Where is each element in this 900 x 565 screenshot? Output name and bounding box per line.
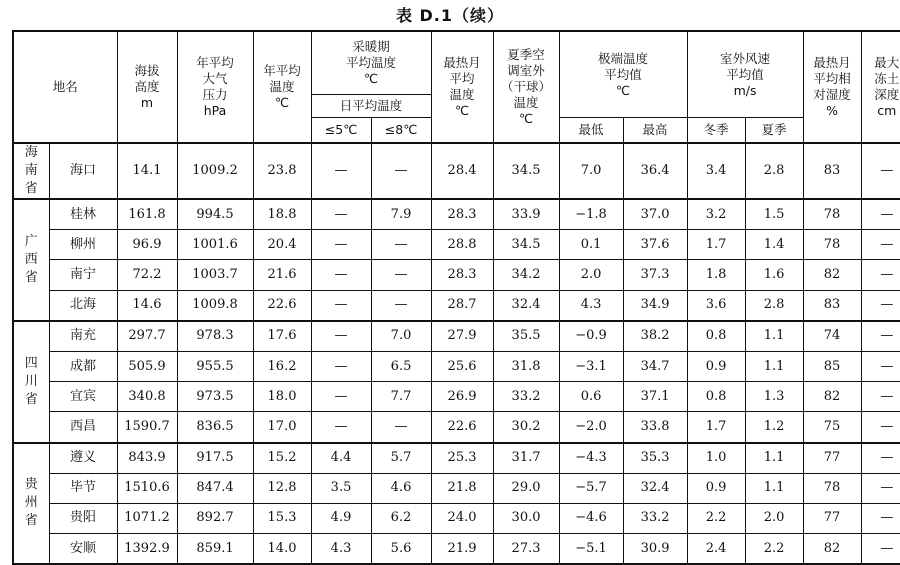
data-cell: — — [311, 260, 371, 290]
table-row — [13, 290, 900, 321]
data-cell: 7.0 — [371, 321, 431, 352]
data-cell: −5.1 — [559, 534, 623, 565]
data-cell: 843.9 — [117, 443, 177, 474]
data-cell: 24.0 — [431, 503, 493, 533]
data-cell: 28.3 — [431, 199, 493, 230]
data-cell: 5.7 — [371, 443, 431, 474]
data-cell: 34.5 — [493, 230, 559, 260]
city-name: 桂林 — [49, 199, 117, 230]
data-cell: — — [861, 321, 900, 352]
header-wind-speed: 室外风速 平均值 m/s — [687, 31, 803, 118]
header-winter: 冬季 — [687, 118, 745, 144]
city-name: 安顺 — [49, 534, 117, 565]
table-body — [13, 143, 900, 564]
data-cell: — — [861, 351, 900, 381]
data-cell: 2.2 — [745, 534, 803, 565]
header-humidity: 最热月 平均相 对湿度 % — [803, 31, 861, 143]
data-cell: 1.6 — [745, 260, 803, 290]
data-cell: 18.8 — [253, 199, 311, 230]
data-cell: 1.2 — [745, 412, 803, 443]
data-cell: 82 — [803, 260, 861, 290]
province-cell — [13, 199, 49, 321]
data-cell: — — [861, 534, 900, 565]
data-cell: 973.5 — [177, 382, 253, 412]
data-cell: 30.9 — [623, 534, 687, 565]
data-cell: 33.8 — [623, 412, 687, 443]
data-cell: 27.3 — [493, 534, 559, 565]
data-cell: 1.5 — [745, 199, 803, 230]
data-cell: — — [861, 473, 900, 503]
data-cell: 0.9 — [687, 351, 745, 381]
data-cell: 78 — [803, 473, 861, 503]
header-frost-depth: 最大 冻土 深度 cm — [861, 31, 900, 143]
data-cell: 25.6 — [431, 351, 493, 381]
data-cell: 28.3 — [431, 260, 493, 290]
table-row — [13, 412, 900, 443]
header-extreme-temp: 极端温度 平均值 ℃ — [559, 31, 687, 118]
data-cell: 4.3 — [559, 290, 623, 321]
data-cell: 74 — [803, 321, 861, 352]
data-cell: 836.5 — [177, 412, 253, 443]
data-cell: 3.2 — [687, 199, 745, 230]
data-cell: 23.8 — [253, 143, 311, 199]
data-cell: — — [371, 260, 431, 290]
header-daily-avg-temp: 日平均温度 — [311, 95, 431, 118]
header-pressure: 年平均 大气 压力 hPa — [177, 31, 253, 143]
data-cell: 2.0 — [745, 503, 803, 533]
data-cell: 2.0 — [559, 260, 623, 290]
table-title: 表 D.1（续） — [395, 6, 505, 25]
province-cell — [13, 321, 49, 443]
data-cell: 22.6 — [431, 412, 493, 443]
data-cell: 0.1 — [559, 230, 623, 260]
data-cell: — — [861, 230, 900, 260]
data-cell: 1009.2 — [177, 143, 253, 199]
data-cell: 21.6 — [253, 260, 311, 290]
data-cell: 1.8 — [687, 260, 745, 290]
header-altitude: 海拔 高度 m — [117, 31, 177, 143]
data-cell: 1009.8 — [177, 290, 253, 321]
data-cell: 34.2 — [493, 260, 559, 290]
data-cell: 82 — [803, 534, 861, 565]
data-cell: — — [311, 230, 371, 260]
data-cell: — — [861, 382, 900, 412]
city-name: 毕节 — [49, 473, 117, 503]
data-cell: 83 — [803, 143, 861, 199]
data-cell: 161.8 — [117, 199, 177, 230]
data-cell: 34.5 — [493, 143, 559, 199]
header-summer-ac-temp: 夏季空 调室外 （干球） 温度 ℃ — [493, 31, 559, 143]
data-cell: 7.0 — [559, 143, 623, 199]
data-cell: 31.8 — [493, 351, 559, 381]
data-cell: 7.7 — [371, 382, 431, 412]
data-cell: 955.5 — [177, 351, 253, 381]
data-cell: −3.1 — [559, 351, 623, 381]
data-cell: — — [861, 290, 900, 321]
city-name: 成都 — [49, 351, 117, 381]
table-row — [13, 503, 900, 533]
data-cell: 1.7 — [687, 412, 745, 443]
data-cell: 33.2 — [493, 382, 559, 412]
table-row — [13, 382, 900, 412]
data-cell: — — [311, 351, 371, 381]
table-row — [13, 143, 900, 199]
data-cell: 85 — [803, 351, 861, 381]
city-name: 南充 — [49, 321, 117, 352]
data-cell: — — [371, 412, 431, 443]
data-cell: 38.2 — [623, 321, 687, 352]
data-cell: 2.8 — [745, 290, 803, 321]
data-cell: −4.3 — [559, 443, 623, 474]
data-cell: — — [371, 230, 431, 260]
data-cell: 1.0 — [687, 443, 745, 474]
table-row — [13, 351, 900, 381]
city-name: 西昌 — [49, 412, 117, 443]
data-cell: — — [311, 290, 371, 321]
data-cell: 21.8 — [431, 473, 493, 503]
table-row — [13, 230, 900, 260]
data-cell: 30.0 — [493, 503, 559, 533]
data-cell: 33.9 — [493, 199, 559, 230]
data-cell: 96.9 — [117, 230, 177, 260]
data-cell: 37.0 — [623, 199, 687, 230]
data-cell: 28.4 — [431, 143, 493, 199]
data-cell: — — [311, 382, 371, 412]
data-cell: 22.6 — [253, 290, 311, 321]
data-cell: — — [861, 443, 900, 474]
city-name: 海口 — [49, 143, 117, 199]
data-cell: 978.3 — [177, 321, 253, 352]
table-row — [13, 534, 900, 565]
data-cell: 297.7 — [117, 321, 177, 352]
data-cell: 82 — [803, 382, 861, 412]
data-cell: 14.1 — [117, 143, 177, 199]
data-cell: 3.5 — [311, 473, 371, 503]
data-cell: 6.2 — [371, 503, 431, 533]
data-cell: 29.0 — [493, 473, 559, 503]
data-cell: — — [861, 503, 900, 533]
header-hottest-month-temp: 最热月 平均 温度 ℃ — [431, 31, 493, 143]
data-cell: 17.6 — [253, 321, 311, 352]
data-cell: 35.5 — [493, 321, 559, 352]
data-cell: 2.4 — [687, 534, 745, 565]
data-cell: — — [861, 199, 900, 230]
data-cell: 4.4 — [311, 443, 371, 474]
header-heating-period: 采暖期 平均温度 ℃ — [311, 31, 431, 95]
data-cell: 7.9 — [371, 199, 431, 230]
province-name: 四川省 — [24, 355, 38, 407]
city-name: 柳州 — [49, 230, 117, 260]
data-cell: 31.7 — [493, 443, 559, 474]
data-cell: 1510.6 — [117, 473, 177, 503]
data-cell: 33.2 — [623, 503, 687, 533]
header-le8: ≤8℃ — [371, 118, 431, 144]
data-cell: 1.3 — [745, 382, 803, 412]
data-cell: 37.6 — [623, 230, 687, 260]
data-cell: 28.7 — [431, 290, 493, 321]
data-cell: 1.1 — [745, 473, 803, 503]
header-le5: ≤5℃ — [311, 118, 371, 144]
data-cell: 340.8 — [117, 382, 177, 412]
data-cell: 0.6 — [559, 382, 623, 412]
city-name: 南宁 — [49, 260, 117, 290]
data-cell: 1.7 — [687, 230, 745, 260]
data-cell: −0.9 — [559, 321, 623, 352]
data-cell: 15.3 — [253, 503, 311, 533]
data-cell: −4.6 — [559, 503, 623, 533]
data-cell: — — [311, 321, 371, 352]
data-cell: 4.3 — [311, 534, 371, 565]
data-cell: 30.2 — [493, 412, 559, 443]
data-cell: 3.6 — [687, 290, 745, 321]
header-annual-temp: 年平均 温度 ℃ — [253, 31, 311, 143]
data-cell: 1.1 — [745, 443, 803, 474]
table-row — [13, 443, 900, 474]
data-cell: 75 — [803, 412, 861, 443]
data-cell: 1003.7 — [177, 260, 253, 290]
data-cell: — — [861, 412, 900, 443]
data-cell: 17.0 — [253, 412, 311, 443]
data-cell: 37.1 — [623, 382, 687, 412]
city-name: 北海 — [49, 290, 117, 321]
climate-table-container — [12, 30, 900, 565]
data-cell: 5.6 — [371, 534, 431, 565]
data-cell: 15.2 — [253, 443, 311, 474]
data-cell: −5.7 — [559, 473, 623, 503]
table-row — [13, 473, 900, 503]
climate-data-table — [12, 30, 900, 565]
data-cell: 859.1 — [177, 534, 253, 565]
data-cell: 0.8 — [687, 382, 745, 412]
data-cell: 1392.9 — [117, 534, 177, 565]
province-name: 贵州省 — [24, 477, 38, 529]
province-cell — [13, 143, 49, 199]
header-ext-min: 最低 — [559, 118, 623, 144]
data-cell: 35.3 — [623, 443, 687, 474]
data-cell: 34.7 — [623, 351, 687, 381]
data-cell: 505.9 — [117, 351, 177, 381]
data-cell: 1.4 — [745, 230, 803, 260]
data-cell: 0.8 — [687, 321, 745, 352]
data-cell: 3.4 — [687, 143, 745, 199]
data-cell: 34.9 — [623, 290, 687, 321]
data-cell: 917.5 — [177, 443, 253, 474]
data-cell: 20.4 — [253, 230, 311, 260]
data-cell: — — [311, 199, 371, 230]
data-cell: 1.1 — [745, 351, 803, 381]
data-cell: 4.9 — [311, 503, 371, 533]
data-cell: 2.8 — [745, 143, 803, 199]
table-row — [13, 260, 900, 290]
data-cell: 12.8 — [253, 473, 311, 503]
data-cell: −2.0 — [559, 412, 623, 443]
data-cell: 21.9 — [431, 534, 493, 565]
data-cell: 36.4 — [623, 143, 687, 199]
data-cell: −1.8 — [559, 199, 623, 230]
data-cell: — — [861, 143, 900, 199]
data-cell: 1001.6 — [177, 230, 253, 260]
data-cell: 26.9 — [431, 382, 493, 412]
data-cell: 32.4 — [623, 473, 687, 503]
province-name: 广西省 — [24, 233, 38, 285]
data-cell: 72.2 — [117, 260, 177, 290]
data-cell: 27.9 — [431, 321, 493, 352]
data-cell: 847.4 — [177, 473, 253, 503]
data-cell: — — [311, 143, 371, 199]
data-cell: 18.0 — [253, 382, 311, 412]
header-location: 地名 — [13, 31, 117, 143]
data-cell: 25.3 — [431, 443, 493, 474]
data-cell: 2.2 — [687, 503, 745, 533]
data-cell: 1.1 — [745, 321, 803, 352]
data-cell: 16.2 — [253, 351, 311, 381]
data-cell: 14.0 — [253, 534, 311, 565]
data-cell: 892.7 — [177, 503, 253, 533]
city-name: 贵阳 — [49, 503, 117, 533]
header-summer: 夏季 — [745, 118, 803, 144]
data-cell: 14.6 — [117, 290, 177, 321]
data-cell: 83 — [803, 290, 861, 321]
data-cell: 1590.7 — [117, 412, 177, 443]
data-cell: 78 — [803, 199, 861, 230]
header-ext-max: 最高 — [623, 118, 687, 144]
data-cell: 4.6 — [371, 473, 431, 503]
data-cell: — — [861, 260, 900, 290]
table-row — [13, 321, 900, 352]
data-cell: 0.9 — [687, 473, 745, 503]
city-name: 遵义 — [49, 443, 117, 474]
data-cell: 28.8 — [431, 230, 493, 260]
data-cell: 77 — [803, 503, 861, 533]
data-cell: — — [371, 143, 431, 199]
city-name: 宜宾 — [49, 382, 117, 412]
data-cell: — — [371, 290, 431, 321]
data-cell: 77 — [803, 443, 861, 474]
data-cell: 37.3 — [623, 260, 687, 290]
data-cell: 6.5 — [371, 351, 431, 381]
table-row — [13, 199, 900, 230]
data-cell: 78 — [803, 230, 861, 260]
data-cell: — — [311, 412, 371, 443]
data-cell: 1071.2 — [117, 503, 177, 533]
province-cell — [13, 443, 49, 565]
province-name: 海南省 — [24, 145, 38, 196]
data-cell: 32.4 — [493, 290, 559, 321]
data-cell: 994.5 — [177, 199, 253, 230]
